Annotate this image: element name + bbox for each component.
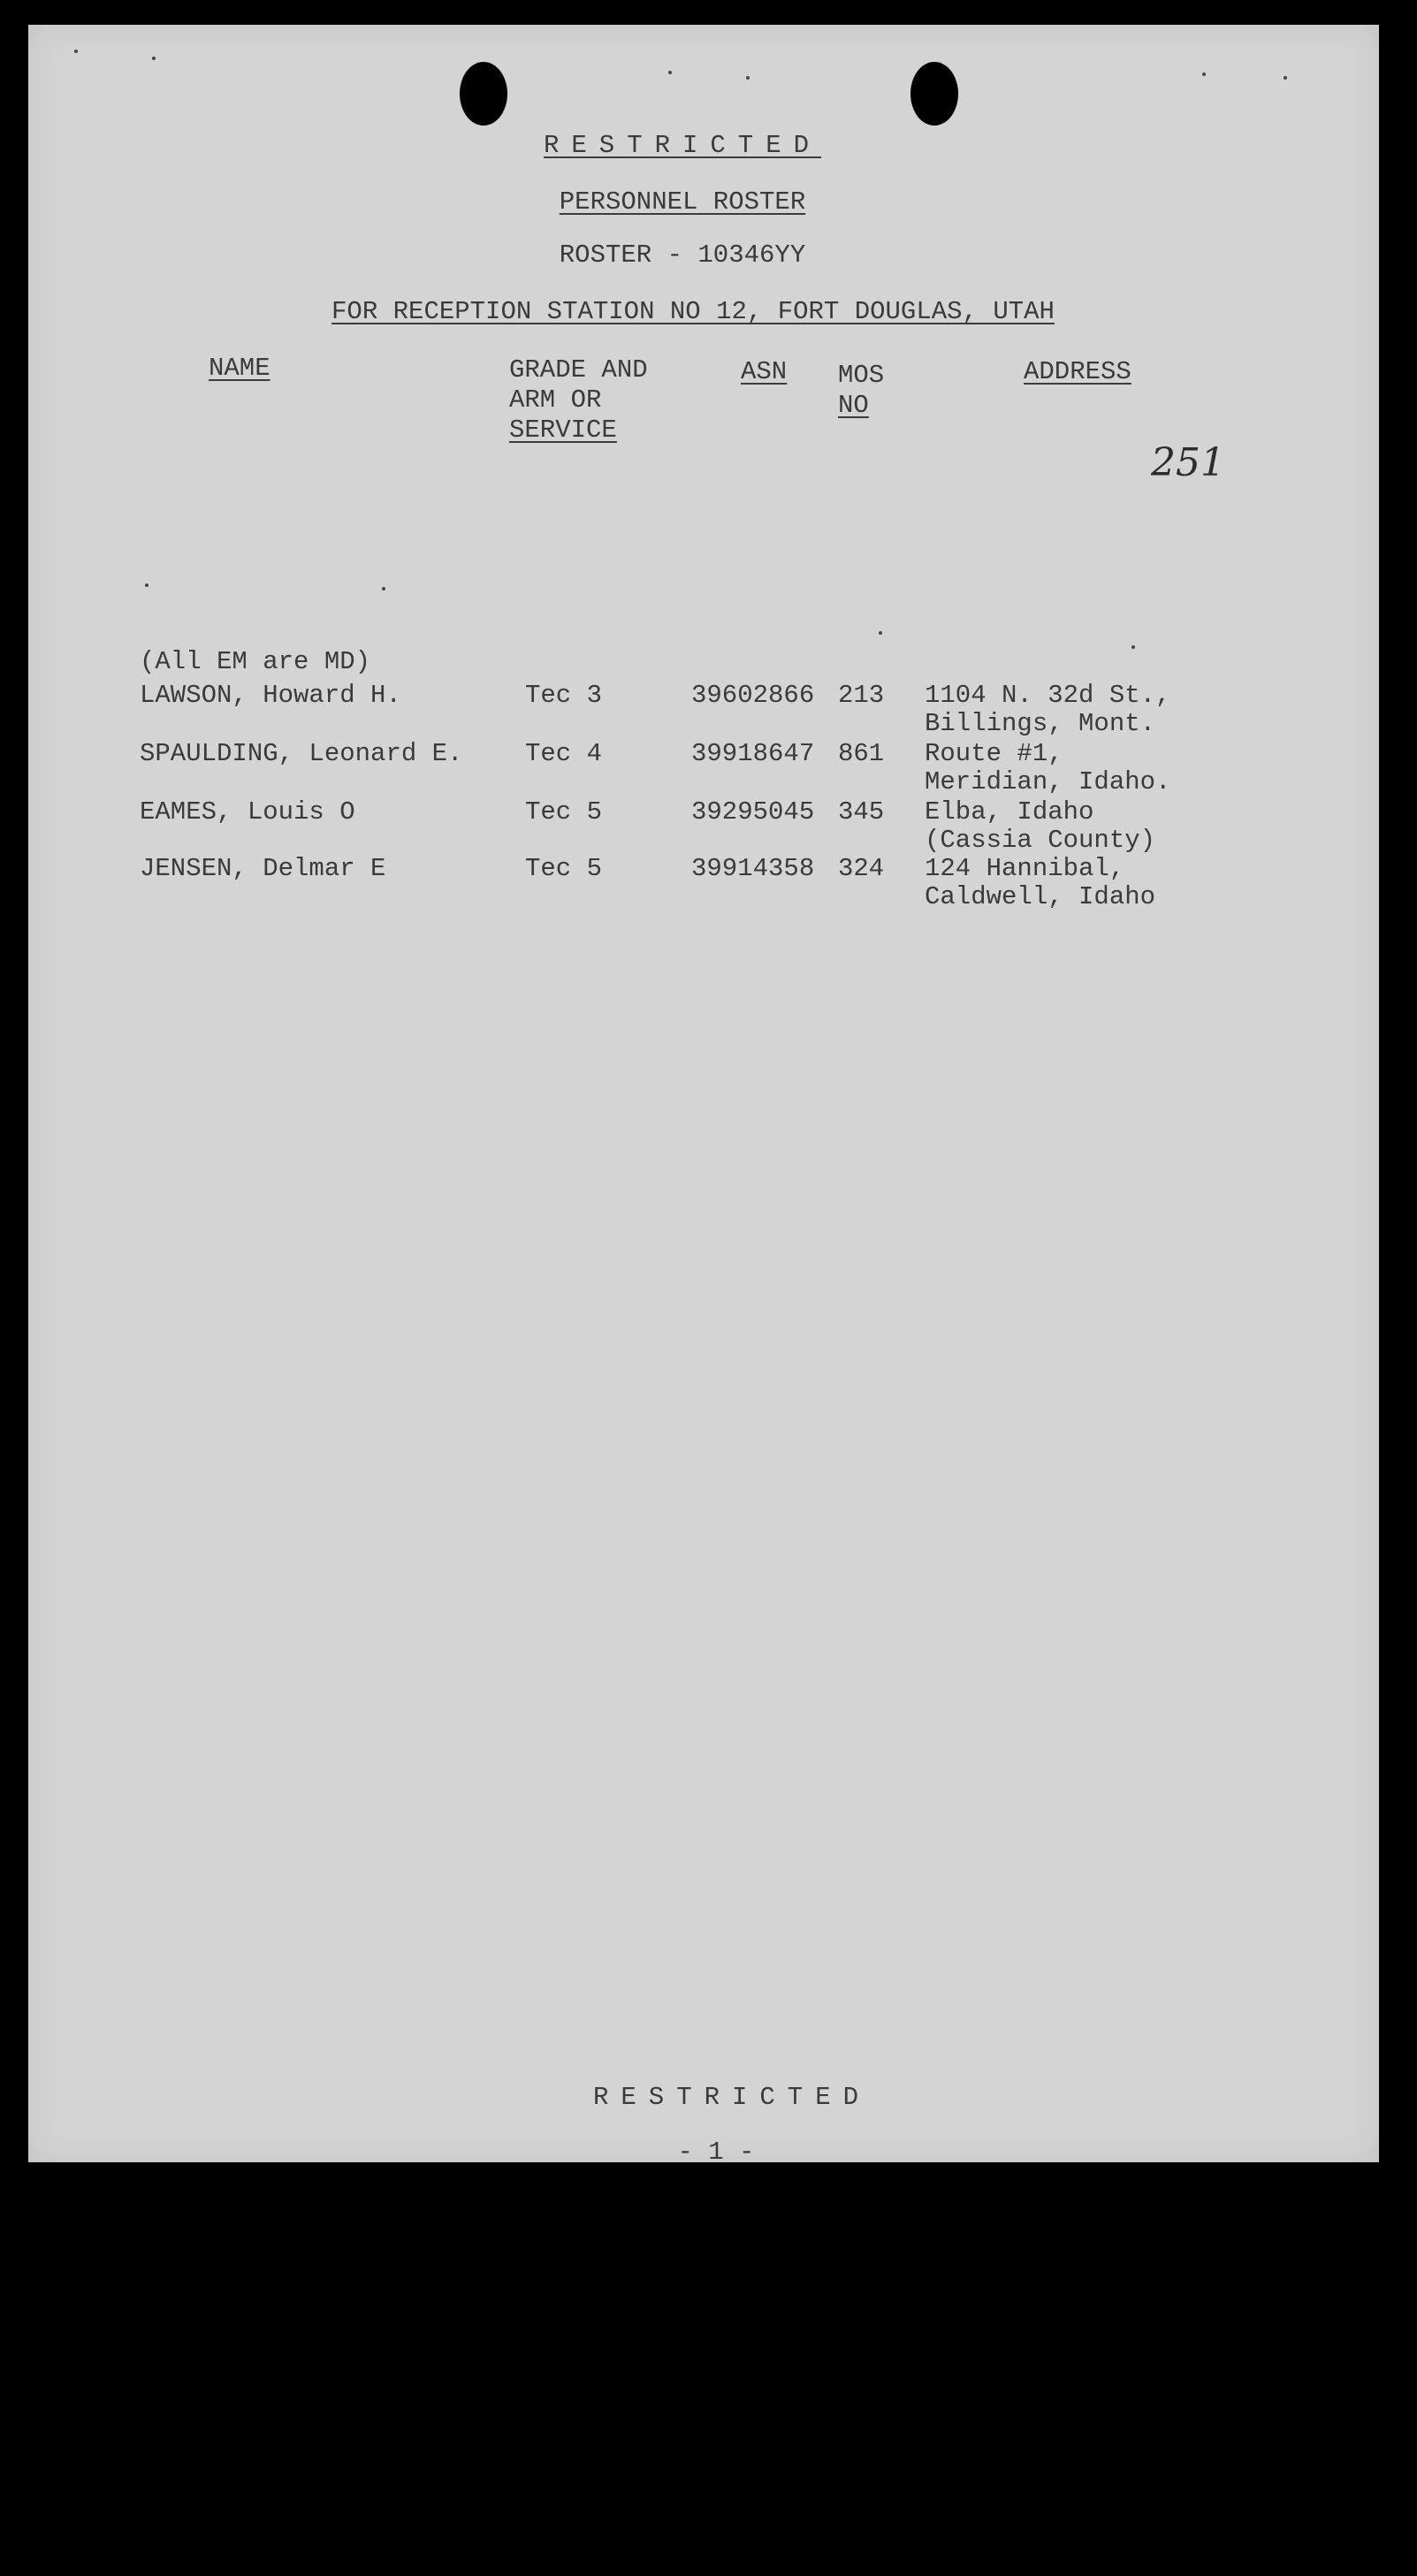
row-name: EAMES, Louis O: [140, 797, 355, 827]
speck: [382, 587, 385, 591]
document-page: [28, 25, 1379, 2167]
speck: [879, 631, 882, 635]
speck: [668, 71, 672, 74]
row-address-line1: 124 Hannibal,: [925, 854, 1125, 883]
roster-note: (All EM are MD): [140, 647, 371, 676]
row-address-line2: Caldwell, Idaho: [925, 882, 1156, 911]
row-name: JENSEN, Delmar E: [140, 854, 386, 883]
classification-footer: RESTRICTED: [592, 2083, 872, 2112]
speck: [746, 76, 750, 80]
page-number: - 1 -: [677, 2138, 755, 2167]
row-address-line2: (Cassia County): [925, 826, 1156, 855]
speck: [1202, 72, 1206, 76]
row-grade: Tec 3: [525, 681, 603, 710]
column-header-mos-line2: NO: [838, 391, 869, 420]
speck: [145, 583, 149, 587]
row-grade: Tec 5: [525, 797, 603, 827]
column-header-grade-line1: GRADE AND: [509, 355, 648, 385]
row-address-line1: Route #1,: [925, 739, 1063, 768]
roster-id: ROSTER - 10346YY: [559, 240, 806, 270]
row-grade: Tec 4: [525, 739, 603, 768]
station-line: FOR RECEPTION STATION NO 12, FORT DOUGLAS, UTAH: [331, 297, 1055, 326]
row-grade: Tec 5: [525, 854, 603, 883]
page-stamp-number: 251: [1151, 440, 1225, 485]
punch-hole-left: [460, 62, 507, 126]
row-mos: 345: [838, 797, 885, 827]
speck: [1284, 76, 1287, 80]
speck: [152, 57, 156, 60]
row-asn: 39602866: [691, 681, 815, 710]
punch-hole-right: [910, 62, 958, 126]
speck: [74, 50, 78, 53]
row-name: LAWSON, Howard H.: [140, 681, 401, 710]
column-header-grade: [509, 355, 648, 446]
row-asn: 39914358: [691, 854, 815, 883]
column-header-asn: ASN: [741, 357, 788, 386]
column-header-grade-line3: SERVICE: [509, 415, 617, 445]
row-address-line2: Billings, Mont.: [925, 709, 1156, 738]
document-title: PERSONNEL ROSTER: [559, 187, 806, 217]
classification-header: RESTRICTED: [543, 131, 822, 160]
row-address-line1: 1104 N. 32d St.,: [925, 681, 1171, 710]
row-mos: 213: [838, 681, 885, 710]
row-asn: 39918647: [691, 739, 815, 768]
column-header-address: ADDRESS: [1024, 357, 1131, 386]
column-header-grade-line2: ARM OR: [509, 385, 602, 415]
row-mos: 324: [838, 854, 885, 883]
speck: [1131, 645, 1135, 649]
row-address-line2: Meridian, Idaho.: [925, 767, 1171, 796]
column-header-name: NAME: [209, 354, 270, 383]
column-header-mos: [838, 361, 884, 421]
row-asn: 39295045: [691, 797, 815, 827]
row-mos: 861: [838, 739, 885, 768]
column-header-mos-line1: MOS: [838, 361, 885, 390]
row-name: SPAULDING, Leonard E.: [140, 739, 463, 768]
row-address-line1: Elba, Idaho: [925, 797, 1094, 827]
